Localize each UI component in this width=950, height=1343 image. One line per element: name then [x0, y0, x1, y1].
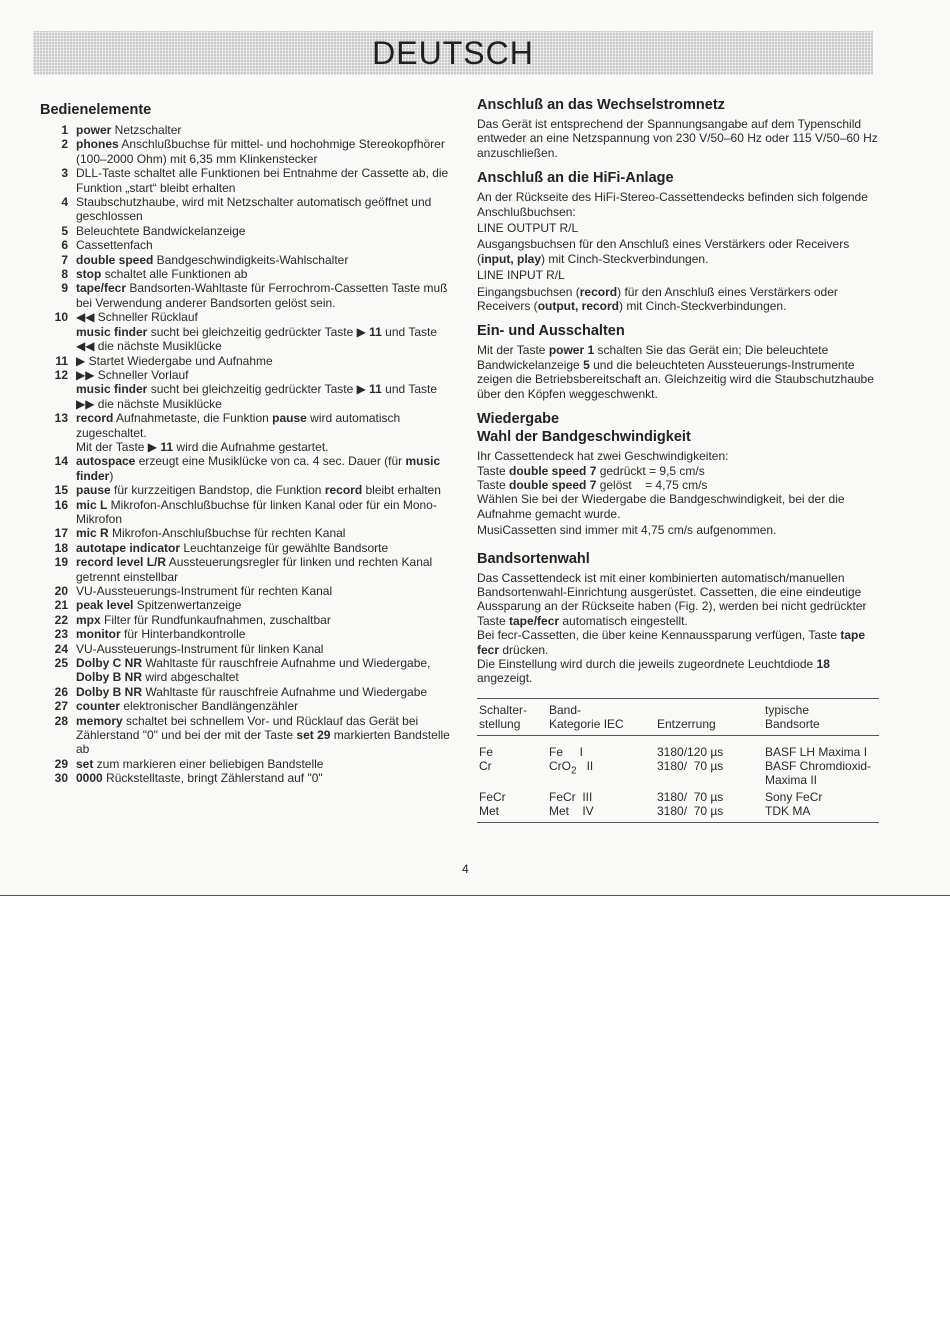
- item-text: peak level Spitzenwertanzeige: [76, 598, 242, 613]
- list-item: [40, 771, 450, 785]
- list-item: [40, 598, 450, 612]
- item-number: 7: [61, 252, 68, 267]
- line-input-text: Eingangsbuchsen (record) für den Anschluß eines Verstärkers oder Receivers (output, record) mit Cinch-Steckverbindungen.: [477, 284, 838, 314]
- speed-released: Taste double speed 7 gelöst = 4,75 cm/s: [477, 477, 708, 492]
- list-item: [40, 253, 450, 267]
- cell-equalization: 3180/ 70 µs: [655, 804, 763, 822]
- mains-heading: Anschluß an das Wechselstromnetz: [477, 97, 725, 113]
- section-power: [477, 322, 881, 401]
- item-number: 13: [54, 411, 68, 426]
- list-item: [40, 714, 450, 757]
- item-number: 24: [54, 641, 68, 656]
- item-text: set zum markieren einer beliebigen Bandstelle: [76, 756, 324, 771]
- list-item: [40, 224, 450, 238]
- item-number: 28: [54, 713, 68, 728]
- item-number: 20: [54, 584, 68, 598]
- item-text: ◀◀ Schneller Rücklauf music finder sucht bei gleichzeitig gedrückter Taste ▶ 11 und Taste ◀◀ die nächste Musiklücke: [76, 310, 437, 354]
- cell-equalization: 3180/ 70 µs: [657, 789, 724, 804]
- item-number: 29: [54, 756, 68, 771]
- item-number: 17: [54, 526, 68, 541]
- speed-heading: Wahl der Bandgeschwindigkeit: [477, 429, 691, 446]
- item-text: tape/fecr Bandsorten-Wahltaste für Ferrochrom-Cassetten Taste muß bei Verwendung anderer Bandsorten gelöst sein.: [76, 281, 448, 310]
- list-item: [40, 613, 450, 627]
- item-text: 0000 Rückstelltaste, bringt Zählerstand auf "0": [76, 771, 323, 786]
- page-edge-line: [0, 895, 950, 896]
- list-item: [40, 498, 450, 527]
- speed-pressed: Taste double speed 7 gedrückt = 9,5 cm/s: [477, 463, 705, 478]
- list-item: [40, 354, 450, 368]
- item-number: 16: [54, 497, 68, 512]
- list-item: [40, 627, 450, 641]
- item-number: 5: [61, 223, 68, 238]
- cell-switch: FeCr: [479, 789, 506, 804]
- section-hifi: [477, 169, 881, 313]
- page-number: 4: [462, 862, 469, 876]
- mains-text: Das Gerät ist entsprechend der Spannungsangabe auf dem Typenschild entweder an eine Netzspannung von 230 V/50–60 Hz oder 115 V/50–60 Hz anzuschließen.: [477, 117, 878, 160]
- section-bandsort: [477, 550, 881, 686]
- item-text: Beleuchtete Bandwickelanzeige: [76, 223, 246, 238]
- header-iec-category: Band- Kategorie IEC: [547, 698, 655, 735]
- item-number: 25: [54, 656, 68, 671]
- cell-switch: Fe: [479, 744, 494, 759]
- header-equalization: Entzerrung: [655, 698, 763, 735]
- list-item: [40, 310, 450, 353]
- item-number: 30: [54, 771, 68, 786]
- list-item: [40, 483, 450, 497]
- item-number: 1: [61, 123, 68, 137]
- musicassette-note: MusiCassetten sind immer mit 4,75 cm/s aufgenommen.: [477, 523, 777, 538]
- item-text: counter elektronischer Bandlängenzähler: [76, 699, 299, 714]
- item-number: 19: [54, 555, 68, 570]
- item-number: 3: [61, 166, 68, 181]
- item-text: autospace erzeugt eine Musiklücke von ca. 4 sec. Dauer (für music finder): [76, 454, 441, 483]
- item-text: record Aufnahmetaste, die Funktion pause wird automatisch zugeschaltet. Mit der Taste ▶ 11 wird die Aufnahme gestartet.: [76, 411, 401, 454]
- header-switch-position: Schalter- stellung: [477, 698, 547, 735]
- bandsort-text-1: Das Cassettendeck ist mit einer kombinierten automatisch/manuellen Bandsortenwahl-Einrichtung ausgerüstet. Cassetten, die eine eindeutige Aussparung an der Rückseite haben (Fig. 2), werden bei nicht gedrückter Taste tape/fecr automatisch eingestellt.: [477, 570, 867, 628]
- list-item: [40, 267, 450, 281]
- list-item: [40, 555, 450, 584]
- list-item: [40, 642, 450, 656]
- table-header-row: [477, 698, 879, 735]
- item-number: 2: [61, 137, 68, 152]
- cell-tape: Sony FeCr: [765, 789, 823, 804]
- item-text: mic L Mikrofon-Anschlußbuchse für linken Kanal oder für ein Mono-Mikrofon: [76, 497, 437, 526]
- list-item: [40, 281, 450, 310]
- cell-category: FeCr III: [549, 789, 593, 804]
- item-number: 21: [54, 598, 68, 613]
- item-text: phones Anschlußbuchse für mittel- und hochohmige Stereokopfhörer (100–2000 Ohm) mit 6,35 mm Klinkenstecker: [76, 137, 445, 166]
- item-number: 9: [61, 281, 68, 296]
- item-text: record level L/R Aussteuerungsregler für linken und rechten Kanal getrennt einstellbar: [76, 555, 433, 584]
- item-text: memory schaltet bei schnellem Vor- und Rücklauf das Gerät bei Zählerstand "0" und bei der mit der Taste set 29 markierten Bandstelle ab: [76, 713, 450, 757]
- list-item: [40, 454, 450, 483]
- list-item: [40, 166, 450, 195]
- controls-list: [40, 123, 450, 786]
- item-text: mpx Filter für Rundfunkaufnahmen, zuschaltbar: [76, 612, 331, 627]
- cell-tape: TDK MA: [763, 804, 879, 822]
- item-text: Staubschutzhaube, wird mit Netzschalter automatisch geöffnet und geschlossen: [76, 195, 432, 224]
- item-text: ▶ Startet Wiedergabe und Aufnahme: [76, 353, 273, 368]
- item-text: mic R Mikrofon-Anschlußbuchse für rechten Kanal: [76, 526, 346, 541]
- list-item: [40, 238, 450, 252]
- cell-category: Fe I: [549, 744, 584, 759]
- item-text: monitor für Hinterbandkontrolle: [76, 627, 246, 642]
- item-number: 10: [54, 310, 68, 325]
- cell-category: CrO$_2$ II: [549, 759, 594, 777]
- list-item: [40, 137, 450, 166]
- list-item: [40, 368, 450, 411]
- table-row: [477, 735, 879, 759]
- list-item: [40, 757, 450, 771]
- line-input-label: LINE INPUT R/L: [477, 268, 565, 283]
- line-output-label: LINE OUTPUT R/L: [477, 221, 579, 236]
- item-text: Dolby B NR Wahltaste für rauschfreie Aufnahme und Wiedergabe: [76, 684, 428, 699]
- list-item: [40, 685, 450, 699]
- cell-equalization: 3180/ 70 µs: [657, 759, 724, 773]
- item-text: double speed Bandgeschwindigkeits-Wahlschalter: [76, 252, 349, 267]
- item-number: 23: [54, 627, 68, 642]
- item-text: DLL-Taste schaltet alle Funktionen bei Entnahme der Cassette ab, die Funktion „start“ bleibt erhalten: [76, 166, 449, 195]
- tape-type-table: [477, 698, 879, 823]
- power-heading: Ein- und Ausschalten: [477, 323, 625, 340]
- table-row: [477, 788, 879, 804]
- bandsort-text-2: Bei fecr-Cassetten, die über keine Kennaussparung verfügen, Taste tape fecr drücken.: [477, 628, 866, 657]
- list-item: [40, 584, 450, 598]
- item-number: 14: [54, 454, 68, 469]
- bandsort-text-3: Die Einstellung wird durch die jeweils zugeordnete Leuchtdiode 18 angezeigt.: [477, 656, 830, 686]
- cell-equalization: 3180/120 µs: [657, 744, 724, 759]
- list-item: [40, 123, 450, 137]
- right-column: [477, 96, 881, 823]
- hifi-intro: An der Rückseite des HiFi-Stereo-Cassettendecks befinden sich folgende Anschlußbuchsen:: [477, 190, 868, 219]
- power-text: Mit der Taste power 1 schalten Sie das Gerät ein; Die beleuchtete Bandwickelanzeige 5 und die beleuchteten Aussteuerungs-Instrumente zeigen die Betriebsbereitschaft an. Gleichzeitig wird die Staubschutzhaube über den Köpfen weggeschwenkt.: [477, 343, 874, 401]
- item-text: stop schaltet alle Funktionen ab: [76, 267, 248, 282]
- list-item: [40, 526, 450, 540]
- item-number: 22: [54, 612, 68, 627]
- item-text: Cassettenfach: [76, 238, 153, 253]
- section-mains: [477, 96, 881, 160]
- item-number: 18: [54, 540, 68, 555]
- item-number: 4: [61, 195, 68, 210]
- cell-tape: BASF Chromdioxid- Maxima II: [765, 759, 872, 788]
- list-item: [40, 699, 450, 713]
- item-number: 11: [55, 353, 68, 368]
- speed-advice: Wählen Sie bei der Wiedergabe die Bandgeschwindigkeit, bei der die Aufnahme gemacht wurde.: [477, 492, 845, 521]
- list-item: [40, 656, 450, 685]
- line-output-text: Ausgangsbuchsen für den Anschluß eines Verstärkers oder Receivers (input, play) mit Cinch-Steckverbindungen.: [477, 237, 850, 266]
- item-number: 12: [54, 367, 68, 382]
- item-text: ▶▶ Schneller Vorlauf music finder sucht bei gleichzeitig gedrückter Taste ▶ 11 und Taste ▶▶ die nächste Musiklücke: [76, 367, 437, 411]
- table-row: [477, 759, 879, 788]
- item-number: 6: [61, 238, 68, 253]
- cell-switch: Cr: [479, 759, 492, 773]
- item-text: VU-Aussteuerungs-Instrument für rechten Kanal: [76, 584, 333, 598]
- left-column: [40, 101, 450, 786]
- playback-heading: Wiedergabe: [477, 411, 560, 428]
- banner-title: DEUTSCH: [372, 35, 534, 71]
- item-number: 15: [54, 483, 68, 498]
- item-number: 8: [61, 267, 68, 282]
- cell-category: Met IV: [547, 804, 655, 822]
- cell-tape: BASF LH Maxima I: [765, 744, 868, 759]
- header-typical-tape: typische Bandsorte: [763, 698, 879, 735]
- language-banner: [33, 31, 873, 75]
- item-text: VU-Aussteuerungs-Instrument für linken Kanal: [76, 641, 324, 656]
- cell-switch: Met: [477, 804, 547, 822]
- list-item: [40, 541, 450, 555]
- item-text: power Netzschalter: [76, 123, 182, 137]
- table-row: [477, 804, 879, 822]
- list-item: [40, 195, 450, 224]
- item-text: pause für kurzzeitigen Bandstop, die Funktion record bleibt erhalten: [76, 483, 441, 498]
- bandsort-heading: Bandsortenwahl: [477, 550, 590, 567]
- speed-intro: Ihr Cassettendeck hat zwei Geschwindigkeiten:: [477, 449, 729, 464]
- hifi-heading: Anschluß an die HiFi-Anlage: [477, 170, 674, 187]
- controls-heading: Bedienelemente: [40, 102, 152, 118]
- item-number: 27: [54, 699, 68, 714]
- item-number: 26: [54, 684, 68, 699]
- item-text: Dolby C NR Wahltaste für rauschfreie Aufnahme und Wiedergabe, Dolby B NR wird abgeschaltet: [76, 656, 431, 685]
- section-playback: [477, 410, 881, 537]
- item-text: autotape indicator Leuchtanzeige für gewählte Bandsorte: [76, 540, 389, 555]
- list-item: [40, 411, 450, 454]
